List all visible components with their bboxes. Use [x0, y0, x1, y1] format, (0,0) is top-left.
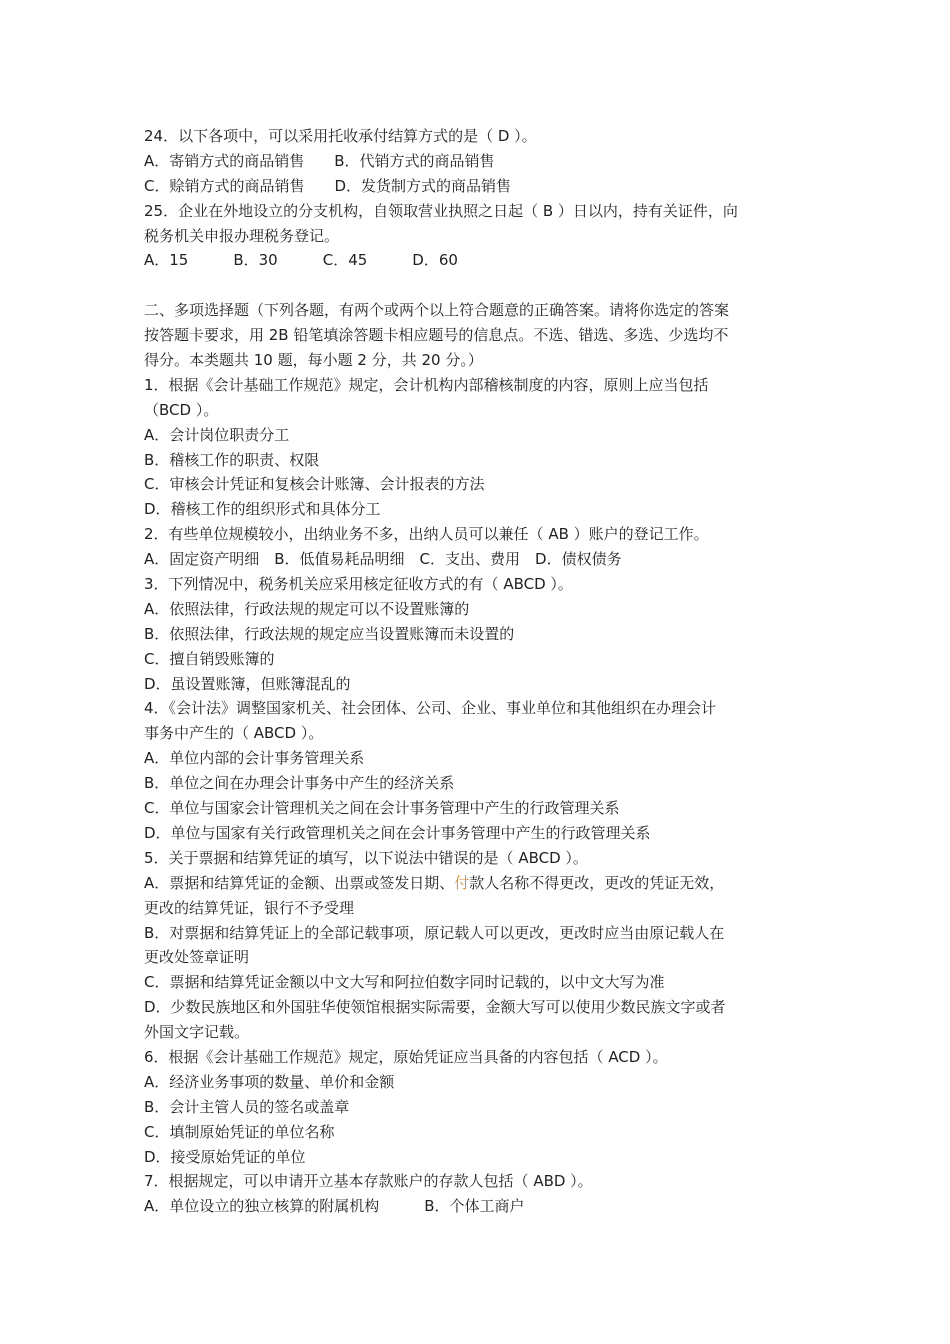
question-1-option-a: A．会计岗位职责分工	[144, 425, 290, 444]
option-a-part-1: A．票据和结算凭证的金额、出票或签发日期、	[144, 873, 455, 892]
question-5-option-a-continued: 更改的结算凭证，银行不予受理	[144, 898, 355, 917]
question-5-option-d-continued: 外国文字记载。	[144, 1023, 250, 1042]
question-24-options-cd: C．赊销方式的商品销售 D．发货制方式的商品销售	[144, 176, 512, 195]
section-instructions: 按答题卡要求，用 2B 铅笔填涂答题卡相应题号的信息点。不选、错选、多选、少选均不	[144, 326, 729, 345]
document-body	[144, 124, 808, 1219]
question-1-option-b: B．稽核工作的职责、权限	[144, 450, 320, 469]
question-6-option-c: C．填制原始凭证的单位名称	[144, 1122, 335, 1141]
question-4-option-a: A．单位内部的会计事务管理关系	[144, 749, 365, 768]
section-heading: 二、多项选择题（下列各题，有两个或两个以上符合题意的正确答案。请将你选定的答案	[144, 301, 730, 320]
question-2-options: A．固定资产明细 B．低值易耗品明细 C．支出、费用 D．债权债务	[144, 550, 622, 569]
question-1: 1．根据《会计基础工作规范》规定，会计机构内部稽核制度的内容，原则上应当包括	[144, 375, 709, 394]
question-7: 7．根据规定，可以申请开立基本存款账户的存款人包括（ ABD ）。	[144, 1172, 593, 1191]
question-6-option-d: D．接受原始凭证的单位	[144, 1147, 306, 1166]
question-4-continued: 事务中产生的（ ABCD ）。	[144, 724, 324, 743]
question-6: 6．根据《会计基础工作规范》规定，原始凭证应当具备的内容包括（ ACD ）。	[144, 1047, 668, 1066]
section-instructions-end: 得分。本类题共 10 题，每小题 2 分，共 20 分。）	[144, 351, 483, 370]
question-4-option-c: C．单位与国家会计管理机关之间在会计事务管理中产生的行政管理关系	[144, 799, 620, 818]
question-24-options-ab: A．寄销方式的商品销售 B．代销方式的商品销售	[144, 151, 495, 170]
question-1-answer: （BCD ）。	[144, 400, 219, 419]
question-3: 3．下列情况中，税务机关应采用核定征收方式的有（ ABCD ）。	[144, 575, 573, 594]
highlighted-character: 付	[454, 873, 470, 892]
question-3-option-b: B．依照法律，行政法规的规定应当设置账簿而未设置的	[144, 624, 515, 643]
question-25: 25．企业在外地设立的分支机构，自领取营业执照之日起（ B ）日以内，持有关证件，向	[144, 201, 738, 220]
question-5-option-a	[144, 871, 808, 896]
question-6-option-a: A．经济业务事项的数量、单价和金额	[144, 1072, 395, 1091]
option-a-part-2: 款人名称不得更改，更改的凭证无效，	[469, 873, 725, 892]
question-6-option-b: B．会计主管人员的签名或盖章	[144, 1097, 350, 1116]
question-7-options-ab: A．单位设立的独立核算的附属机构 B．个体工商户	[144, 1197, 525, 1216]
question-24: 24．以下各项中，可以采用托收承付结算方式的是（ D ）。	[144, 127, 537, 145]
question-5-option-b: B．对票据和结算凭证上的全部记载事项，原记载人可以更改，更改时应当由原记载人在	[144, 923, 725, 942]
question-2: 2．有些单位规模较小，出纳业务不多，出纳人员可以兼任（ AB ）账户的登记工作。	[144, 525, 709, 544]
question-4-option-b: B．单位之间在办理会计事务中产生的经济关系	[144, 774, 455, 793]
question-3-option-d: D．虽设置账簿，但账簿混乱的	[144, 674, 351, 693]
question-4: 4．《会计法》调整国家机关、社会团体、公司、企业、事业单位和其他组织在办理会计	[144, 699, 717, 718]
question-1-option-d: D．稽核工作的组织形式和具体分工	[144, 500, 381, 519]
question-5: 5．关于票据和结算凭证的填写，以下说法中错误的是（ ABCD ）。	[144, 848, 588, 867]
question-1-option-c: C．审核会计凭证和复核会计账簿、会计报表的方法	[144, 475, 485, 494]
question-5-option-b-continued: 更改处签章证明	[144, 948, 250, 967]
question-5-option-c: C．票据和结算凭证金额以中文大写和阿拉伯数字同时记载的，以中文大写为准	[144, 973, 665, 992]
question-25-continued: 税务机关申报办理税务登记。	[144, 226, 340, 245]
blank-line	[144, 273, 808, 298]
question-5-option-d: D．少数民族地区和外国驻华使领馆根据实际需要，金额大写可以使用少数民族文字或者	[144, 998, 726, 1017]
question-25-options: A．15 B．30 C．45 D．60	[144, 251, 458, 270]
question-3-option-c: C．擅自销毁账簿的	[144, 649, 275, 668]
question-4-option-d: D．单位与国家有关行政管理机关之间在会计事务管理中产生的行政管理关系	[144, 823, 651, 842]
question-3-option-a: A．依照法律，行政法规的规定可以不设置账簿的	[144, 599, 470, 618]
